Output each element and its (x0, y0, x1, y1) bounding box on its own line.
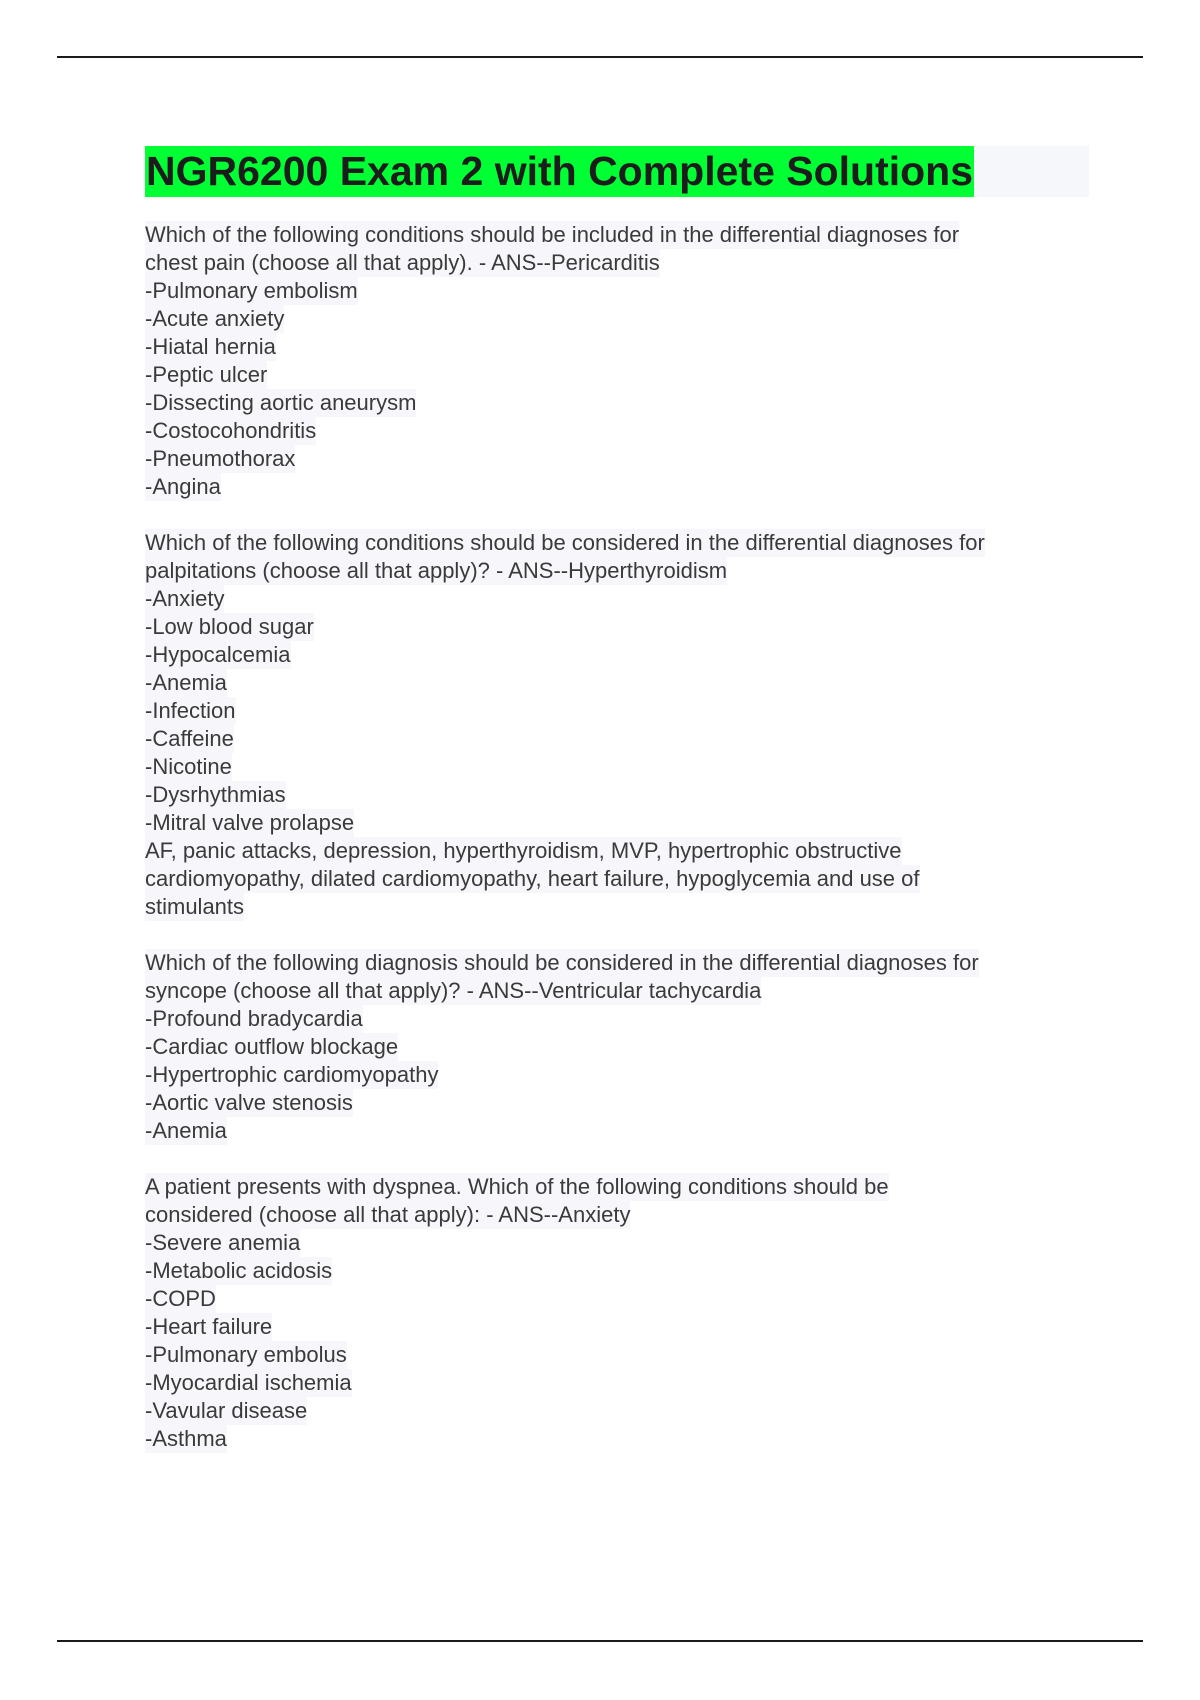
answer-line (145, 305, 1095, 333)
text-line: -Caffeine (145, 726, 234, 751)
text-line: -Vavular disease (145, 1398, 308, 1423)
text-line: -Dissecting aortic aneurysm (145, 390, 417, 415)
answer-line (145, 1369, 1095, 1397)
text-line: -Dysrhythmias (145, 782, 286, 807)
answer-line (145, 1257, 1095, 1285)
text-line: -Nicotine (145, 754, 232, 779)
answer-line (145, 1341, 1095, 1369)
text-line: -Asthma (145, 1426, 227, 1451)
question-line (145, 1173, 1095, 1201)
question-line (145, 221, 1095, 249)
text-line: -Peptic ulcer (145, 362, 268, 387)
document-title: NGR6200 Exam 2 with Complete Solutions (145, 146, 974, 197)
text-line: considered (choose all that apply): - ANS--Anxiety (145, 1202, 631, 1227)
answer-line (145, 893, 1095, 921)
text-line: -Pulmonary embolism (145, 278, 358, 303)
text-line: -Acute anxiety (145, 306, 285, 331)
answer-line (145, 1061, 1095, 1089)
text-line: -Profound bradycardia (145, 1006, 363, 1031)
text-line: -Pneumothorax (145, 446, 296, 471)
answer-line (145, 473, 1095, 501)
answer-line (145, 977, 1095, 1005)
question-line (145, 529, 1095, 557)
text-line: palpitations (choose all that apply)? - ANS--Hyperthyroidism (145, 558, 728, 583)
answer-line (145, 669, 1095, 697)
question-list (145, 221, 1095, 1453)
answer-line (145, 865, 1095, 893)
answer-line (145, 1229, 1095, 1257)
text-line: -Hypertrophic cardiomyopathy (145, 1062, 439, 1087)
answer-line (145, 1033, 1095, 1061)
text-line: -Low blood sugar (145, 614, 314, 639)
text-line: -Anxiety (145, 586, 225, 611)
answer-line (145, 557, 1095, 585)
question-block (145, 529, 1095, 921)
text-line: -COPD (145, 1286, 216, 1311)
answer-line (145, 781, 1095, 809)
answer-line (145, 725, 1095, 753)
question-line (145, 949, 1095, 977)
text-line: -Severe anemia (145, 1230, 301, 1255)
text-line: -Aortic valve stenosis (145, 1090, 353, 1115)
answer-line (145, 277, 1095, 305)
text-line: cardiomyopathy, dilated cardiomyopathy, heart failure, hypoglycemia and use of (145, 866, 920, 891)
answer-line (145, 1089, 1095, 1117)
answer-line (145, 1285, 1095, 1313)
answer-line (145, 809, 1095, 837)
answer-line (145, 1313, 1095, 1341)
text-line: Which of the following diagnosis should be considered in the differential diagnoses for (145, 950, 979, 975)
answer-line (145, 1005, 1095, 1033)
text-line: -Costocohondritis (145, 418, 317, 443)
answer-line (145, 361, 1095, 389)
top-rule (57, 56, 1143, 58)
answer-line (145, 585, 1095, 613)
text-line: -Heart failure (145, 1314, 273, 1339)
text-line: -Mitral valve prolapse (145, 810, 355, 835)
answer-line (145, 333, 1095, 361)
answer-line (145, 1201, 1095, 1229)
text-line: -Metabolic acidosis (145, 1258, 333, 1283)
text-line: stimulants (145, 894, 245, 919)
text-line: -Pulmonary embolus (145, 1342, 347, 1367)
text-line: AF, panic attacks, depression, hyperthyroidism, MVP, hypertrophic obstructive (145, 838, 902, 863)
answer-line (145, 613, 1095, 641)
text-line: A patient presents with dyspnea. Which of the following conditions should be (145, 1174, 889, 1199)
text-line: Which of the following conditions should be considered in the differential diagnoses for (145, 530, 985, 555)
text-line: syncope (choose all that apply)? - ANS--Ventricular tachycardia (145, 978, 762, 1003)
text-line: -Hiatal hernia (145, 334, 276, 359)
text-line: -Infection (145, 698, 236, 723)
text-line: Which of the following conditions should be included in the differential diagnoses for (145, 222, 960, 247)
text-line: -Angina (145, 474, 221, 499)
answer-line (145, 1397, 1095, 1425)
answer-line (145, 641, 1095, 669)
text-line: chest pain (choose all that apply). - ANS--Pericarditis (145, 250, 660, 275)
text-line: -Anemia (145, 1118, 227, 1143)
answer-line (145, 1117, 1095, 1145)
question-block (145, 1173, 1095, 1453)
question-block (145, 221, 1095, 501)
answer-line (145, 753, 1095, 781)
answer-line (145, 1425, 1095, 1453)
text-line: -Cardiac outflow blockage (145, 1034, 399, 1059)
answer-line (145, 697, 1095, 725)
text-line: -Myocardial ischemia (145, 1370, 352, 1395)
answer-line (145, 417, 1095, 445)
answer-line (145, 445, 1095, 473)
document-content (145, 146, 1095, 1481)
answer-line (145, 389, 1095, 417)
text-line: -Hypocalcemia (145, 642, 291, 667)
bottom-rule (57, 1640, 1143, 1642)
title-block (145, 146, 1089, 197)
text-line: -Anemia (145, 670, 227, 695)
answer-line (145, 837, 1095, 865)
question-block (145, 949, 1095, 1145)
answer-line (145, 249, 1095, 277)
